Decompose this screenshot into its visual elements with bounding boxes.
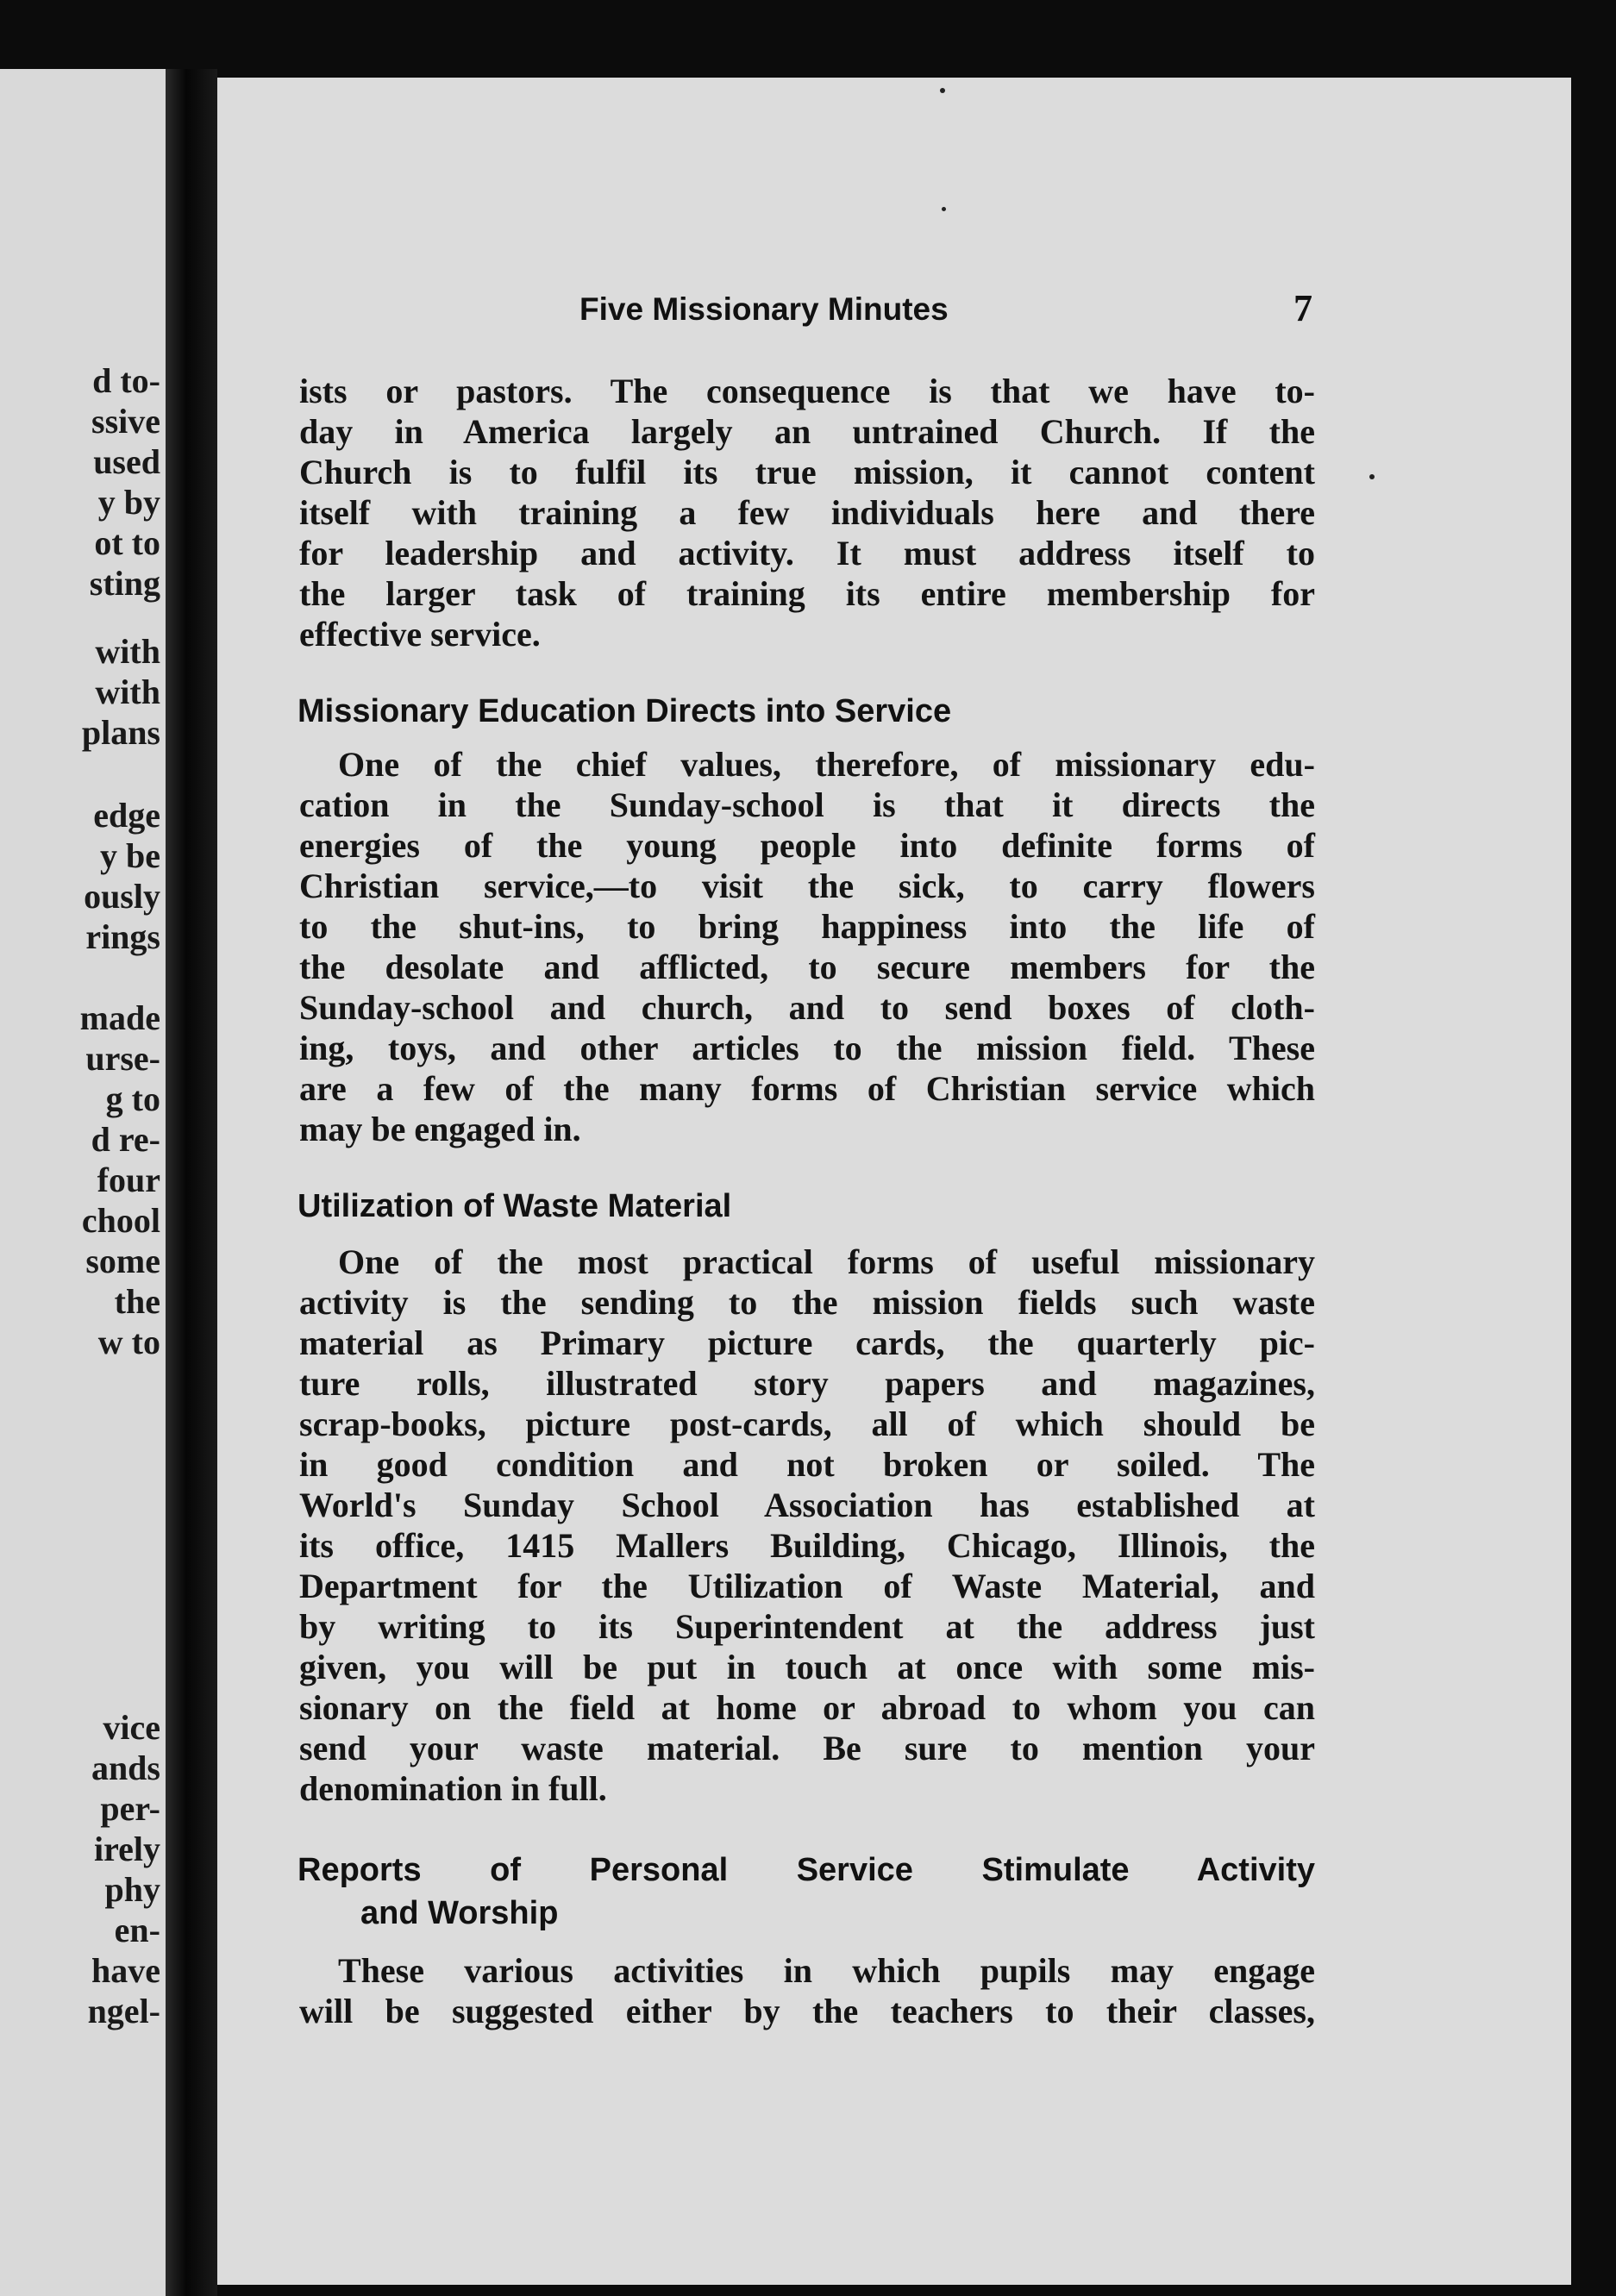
left-text-line: made [79,998,160,1037]
left-text-line: have [91,1951,160,1990]
left-text-line: d re- [91,1120,160,1159]
print-speck [940,88,945,93]
left-facing-page [0,69,166,2296]
text-line: given, you will be put in touch at once with some mis- [299,1648,1315,1686]
running-header-title: Five Missionary Minutes [579,291,949,327]
text-line: sionary on the field at home or abroad to whom you can [299,1688,1315,1727]
left-text-line: ssive [91,402,160,441]
text-line: Sunday-school and church, and to send boxes of cloth- [299,988,1315,1027]
left-text-line: g to [105,1079,160,1118]
left-text-line: y be [100,836,160,875]
text-line: its office, 1415 Mallers Building, Chicago, Illinois, the [299,1526,1315,1565]
text-line: may be engaged in. [299,1110,581,1148]
text-line: itself with training a few individuals here and there [299,493,1315,532]
text-line: day in America largely an untrained Church. If the [299,412,1315,451]
text-line: ists or pastors. The consequence is that we have to- [299,372,1315,410]
left-text-block-2 [5,631,160,753]
left-text-line: en- [114,1911,160,1949]
text-line: One of the most practical forms of useful missionary [338,1242,1315,1281]
left-text-line: with [95,673,160,711]
text-line: will be suggested either by the teachers to their classes, [299,1992,1315,2030]
left-text-line: phy [104,1870,160,1909]
left-text-line: ngel- [87,1992,160,2030]
left-text-line: w to [97,1323,160,1361]
left-text-line: ously [84,877,160,916]
text-line: ing, toys, and other articles to the mission field. These [299,1029,1315,1067]
text-line: the larger task of training its entire membership for [299,574,1315,613]
text-line: are a few of the many forms of Christian service which [299,1069,1315,1108]
left-text-line: some [85,1242,160,1280]
text-line: activity is the sending to the mission fields such waste [299,1283,1315,1322]
left-text-line: irely [93,1830,160,1868]
text-line: in good condition and not broken or soiled. The [299,1445,1315,1484]
text-line: by writing to its Superintendent at the address just [299,1607,1315,1646]
text-line: energies of the young people into definite forms of [299,826,1315,865]
paragraph [299,1242,1315,1809]
text-line: the desolate and afflicted, to secure members for the [299,948,1315,986]
paragraph-continuation [299,371,1315,654]
book-gutter [166,69,217,2296]
text-line: effective service. [299,615,541,654]
section-heading: Reports of Personal Service Stimulate Activity [298,1852,1315,1888]
text-line: scrap-books, picture post-cards, all of which should be [299,1405,1315,1443]
left-text-line: urse- [85,1039,160,1078]
text-line: ture rolls, illustrated story papers and magazines, [299,1364,1315,1403]
left-text-block-5 [5,1707,160,2031]
left-text-line: sting [89,564,160,603]
left-text-line: vice [103,1708,160,1747]
left-text-line: four [97,1161,160,1199]
text-line: Church is to fulfil its true mission, it cannot content [299,453,1315,491]
left-text-block-4 [5,998,160,1362]
print-speck [942,207,946,211]
text-line: Department for the Utilization of Waste Material, and [299,1567,1315,1605]
text-line: Christian service,—to visit the sick, to carry flowers [299,866,1315,905]
left-text-line: plans [81,713,160,752]
left-text-line: edge [93,796,160,835]
text-line: send your waste material. Be sure to mention your [299,1729,1315,1767]
paragraph [299,744,1315,1149]
left-text-line: ands [91,1749,160,1787]
left-text-line: ot to [94,523,160,562]
paragraph [299,1950,1315,2031]
text-line: These various activities in which pupils may engage [338,1951,1315,1990]
left-text-block-1 [5,360,160,604]
left-text-line: per- [100,1789,160,1828]
left-text-line: the [114,1282,160,1321]
text-line: cation in the Sunday-school is that it directs the [299,785,1315,824]
text-line: to the shut-ins, to bring happiness into the life of [299,907,1315,946]
text-line: material as Primary picture cards, the quarterly pic- [299,1323,1315,1362]
left-text-line: rings [85,917,160,956]
text-line: denomination in full. [299,1769,607,1808]
section-heading: Utilization of Waste Material [298,1188,732,1224]
left-text-block-3 [5,795,160,957]
left-text-line: y by [97,483,160,522]
text-line: for leadership and activity. It must address itself to [299,534,1315,572]
section-heading: Missionary Education Directs into Service [298,693,952,729]
left-text-line: used [93,442,160,481]
text-line: World's Sunday School Association has established at [299,1486,1315,1524]
left-text-line: d to- [92,361,160,400]
page-number: 7 [1293,287,1312,329]
left-text-line: with [95,632,160,671]
left-text-line: chool [81,1201,160,1240]
text-line: One of the chief values, therefore, of missionary edu- [338,745,1315,784]
print-speck [1369,474,1375,479]
section-heading-continuation: and Worship [360,1895,559,1931]
